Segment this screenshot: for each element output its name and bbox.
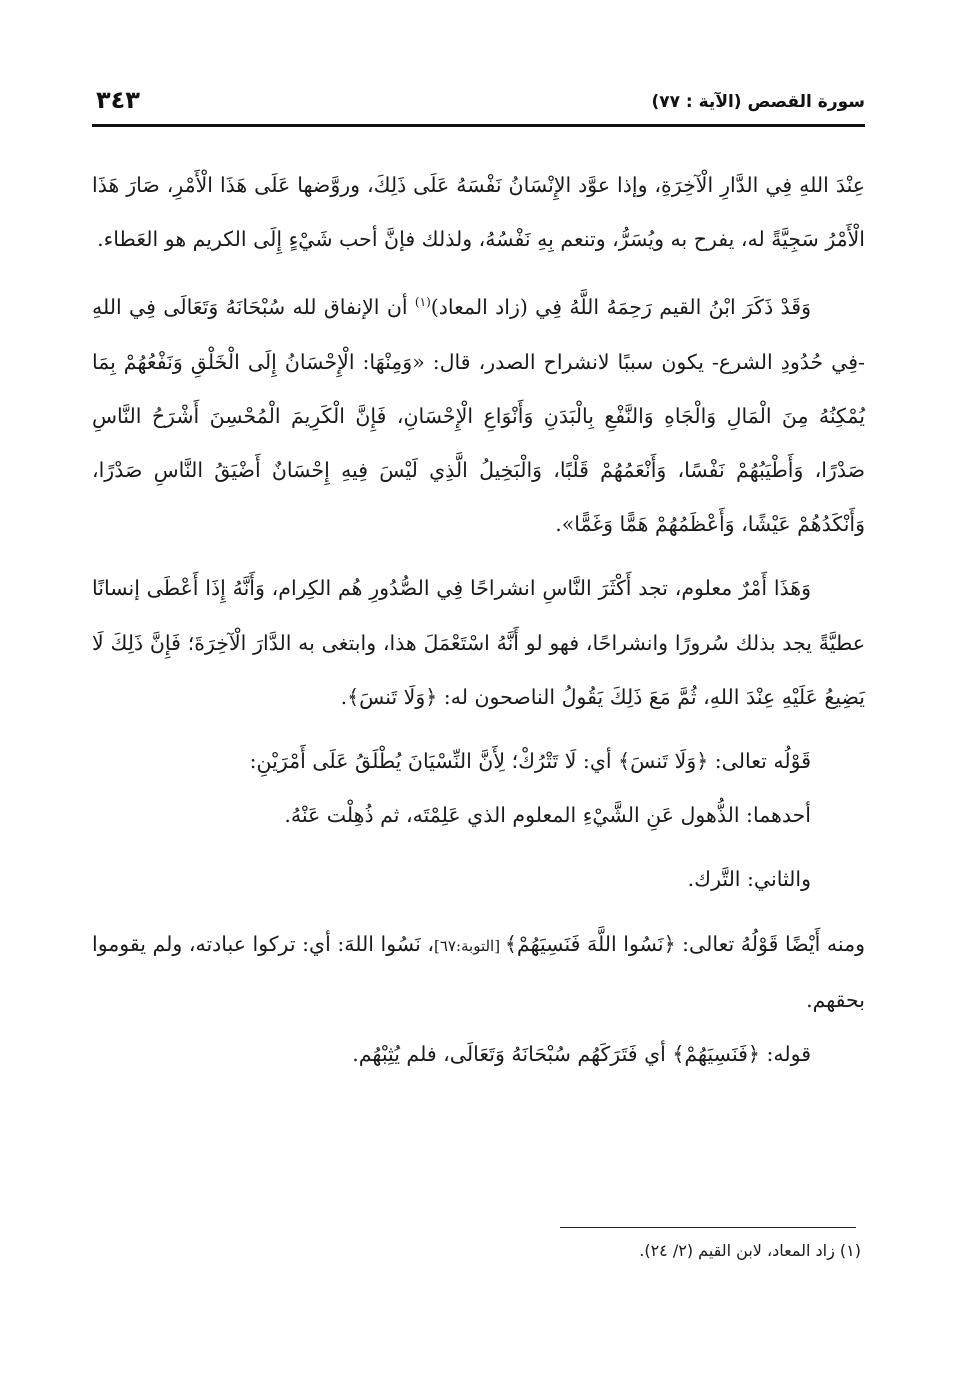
- main-text: [92, 158, 865, 1081]
- quran-citation: [التوبة:٦٧]: [433, 936, 505, 955]
- running-header: [92, 84, 865, 124]
- paragraph-3-body: وَهَذَا أَمْرٌ معلوم، تجد أَكْثَرَ النَّاسِ انشراحًا فِي الصُّدُورِ هُم الكِرام، وَأَنَّهُ إِذَا أَعْطَى إنسانًا عطيَّةً يجد بذلك سُرورًا وانشراحًا، فهو لو أَنَّهُ اسْتَعْمَلَ هذا، وابتغى به الدَّارَ الْآخِرَةَ؛ فَإِنَّ ذَلِكَ لَا يَضِيعُ عَلَيْهِ عِنْدَ اللهِ، ثُمَّ مَعَ ذَلِكَ يَقُولُ الناصحون له:: [92, 576, 865, 709]
- paragraph-7: [92, 917, 865, 1027]
- paragraph-4-body: أي: لَا تَتْرُكْ؛ لِأَنَّ النِّسْيَانَ يُطْلَقُ عَلَى أَمْرَيْنِ:: [249, 749, 619, 774]
- footnote-divider: [560, 1227, 856, 1228]
- paragraph-7-body: ، نَسُوا اللهَ: أي: تركوا عبادته، ولم يقوموا بحقهم.: [92, 931, 865, 1012]
- paragraph-5: أحدهما: الذُّهول عَنِ الشَّيْءِ المعلوم الذي عَلِمْتَه، ثم ذُهِلْت عَنْهُ.: [284, 803, 811, 828]
- paragraph-7-intro: ومنه أَيْضًا قَوْلُهُ تعالى:: [675, 931, 865, 956]
- paragraph-8-intro: قوله:: [759, 1042, 811, 1067]
- paragraph-2-intro: وَقَدْ ذَكَرَ ابْنُ القيم رَحِمَهُ اللَّهُ فِي (زاد المعاد): [430, 295, 811, 320]
- paragraph-8-body: أي فَتَرَكَهُم سُبْحَانَهُ وَتَعَالَى، فلم يُثِبْهُم.: [352, 1042, 673, 1067]
- header-divider: [92, 124, 865, 127]
- paragraph-3-end: .: [340, 684, 348, 709]
- quran-quote: ﴿نَسُوا اللَّهَ فَنَسِيَهُمْ﴾: [504, 931, 676, 956]
- footnote: (١) زاد المعاد، لابن القيم (٢/ ٢٤).: [639, 1241, 861, 1260]
- paragraph-3: [92, 561, 865, 724]
- paragraph-2: [92, 280, 865, 551]
- paragraph-1: عِنْدَ اللهِ فِي الدَّارِ الْآخِرَةِ، وإذا عوَّد الإِنْسَانُ نَفْسَهُ عَلَى ذَلِكَ، وروَّضها عَلَى هَذَا الْأَمْرِ، صَارَ هَذَا الْأَمْرُ سَجِيَّةً له، يفرح به ويُسَرُّ، وتنعم بِهِ نَفْسُهُ، ولذلك فإنَّ أحب شَيْءٍ إِلَى الكريم هو العَطاء.: [92, 173, 865, 252]
- header-surah-title: سورة القصص (الآية : ٧٧): [651, 92, 865, 112]
- paragraph-8: [92, 1027, 865, 1081]
- quran-quote: ﴿وَلَا تَنسَ﴾: [618, 749, 709, 774]
- quran-quote: ﴿فَنَسِيَهُمْ﴾: [672, 1042, 760, 1067]
- paragraph-6: والثاني: التَّرك.: [687, 867, 811, 892]
- paragraph-4-intro: قَوْلُه تعالى:: [708, 749, 811, 774]
- footnote-reference[interactable]: (١): [414, 295, 431, 310]
- paragraph-4: [92, 734, 865, 788]
- paragraph-2-body: أن الإنفاق لله سُبْحَانَهُ وَتَعَالَى فِي اللهِ -فِي حُدُودِ الشرع- يكون سببًا لانشراح الصدر، قال: «وَمِنْهَا: الْإِحْسَانُ إِلَى الْخَلْقِ وَنَفْعُهُمْ بِمَا يُمْكِنُهُ مِنَ الْمَالِ وَالْجَاهِ وَالنَّفْعِ بِالْبَدَنِ وَأَنْوَاعِ الْإِحْسَانِ، فَإِنَّ الْكَرِيمَ الْمُحْسِنَ أَشْرَحُ النَّاسِ صَدْرًا، وَأَطْيَبُهُمْ نَفْسًا، وَأَنْعَمُهُمْ قَلْبًا، وَالْبَخِيلُ الَّذِي لَيْسَ فِيهِ إِحْسَانٌ أَضْيَقُ النَّاسِ صَدْرًا، وَأَنْكَدُهُمْ عَيْشًا، وَأَعْظَمُهُمْ هَمًّا وَغَمًّا».: [92, 295, 865, 537]
- quran-quote: ﴿وَلَا تَنسَ﴾: [347, 684, 438, 709]
- page-number: ٣٤٣: [96, 86, 140, 114]
